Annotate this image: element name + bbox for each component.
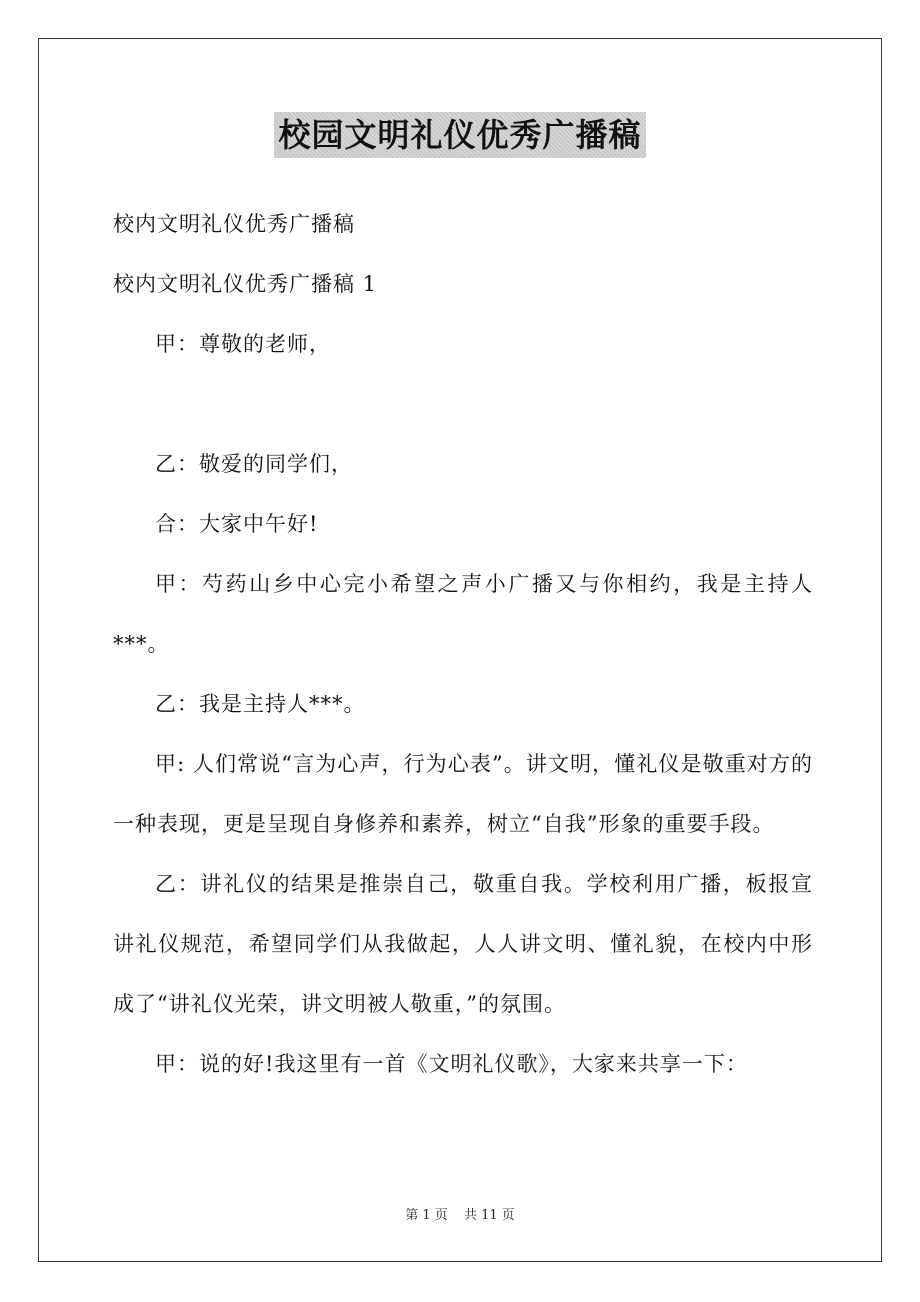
paragraph: 甲: 人们常说“言为心声，行为心表”。讲文明，懂礼仪是敬重对方的一种表现，更是呈现自身修养和素养，树立“自我”形象的重要手段。 (113, 752, 813, 836)
paragraph: 合：大家中午好! (155, 512, 319, 536)
paragraph: 甲：尊敬的老师， (155, 332, 331, 356)
section-heading: 校内文明礼仪优秀广播稿 1 (113, 272, 378, 296)
document-title: 校园文明礼仪优秀广播稿 (274, 112, 645, 158)
paragraph: 甲：芍药山乡中心完小希望之声小广播又与你相约，我是主持人***。 (113, 572, 813, 656)
page-number: 第 1 页 (405, 1208, 448, 1223)
total-pages: 共 11 页 (463, 1208, 515, 1223)
title-area (0, 112, 920, 158)
paragraph: 甲：说的好!我这里有一首《文明礼仪歌》，大家来共享一下： (155, 1052, 748, 1076)
blank-line (113, 374, 813, 434)
paragraph: 乙：敬爱的同学们， (155, 452, 353, 476)
paragraph: 乙：我是主持人***。 (155, 692, 366, 716)
document-subtitle: 校内文明礼仪优秀广播稿 (113, 212, 355, 236)
document-body (113, 194, 813, 1094)
paragraph: 乙：讲礼仪的结果是推崇自己，敬重自我。学校利用广播，板报宣讲礼仪规范，希望同学们从我做起，人人讲文明、懂礼貌，在校内中形成了“讲礼仪光荣，讲文明被人敬重，”的氛围。 (113, 872, 813, 1016)
page-footer (0, 1206, 920, 1226)
